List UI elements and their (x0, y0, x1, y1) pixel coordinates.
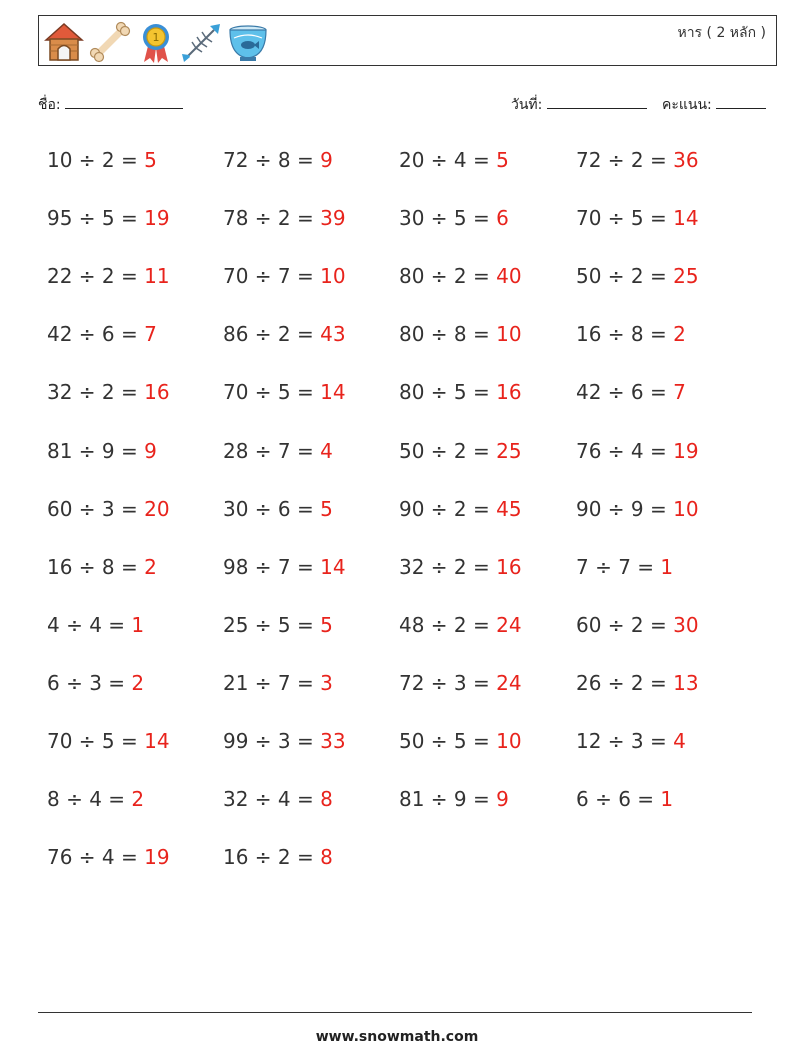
problem-item (399, 613, 522, 637)
problem-item (399, 555, 522, 579)
problem-question: 98 ÷ 7 = (223, 554, 321, 579)
problem-item (223, 555, 346, 579)
problem-answer: 1 (660, 787, 674, 812)
problem-question: 50 ÷ 2 = (576, 264, 674, 289)
problem-question: 99 ÷ 3 = (223, 729, 321, 753)
problem-question: 30 ÷ 5 = (399, 206, 497, 231)
problem-question: 81 ÷ 9 = (399, 787, 497, 812)
problem-question: 81 ÷ 9 = (47, 438, 145, 463)
problem-question: 48 ÷ 2 = (399, 612, 497, 637)
problem-item (47, 787, 144, 811)
footer-url: www.snowmath.com (315, 1029, 479, 1045)
problem-question: 72 ÷ 8 = (223, 148, 321, 172)
problem-question: 20 ÷ 4 = (399, 148, 497, 172)
problem-answer: 20 (144, 496, 170, 521)
problem-question: 8 ÷ 4 = (47, 787, 132, 812)
problem-item (47, 497, 170, 521)
problem-answer: 19 (673, 438, 699, 463)
problem-item (223, 380, 346, 404)
problem-answer: 16 (144, 380, 170, 405)
problem-question: 86 ÷ 2 = (223, 322, 321, 347)
problem-item (47, 555, 157, 579)
problem-question: 16 ÷ 8 = (576, 322, 674, 347)
problem-item (223, 322, 346, 346)
problem-item (47, 380, 170, 404)
problem-item (399, 264, 522, 288)
problem-item (223, 671, 333, 695)
problem-answer: 40 (496, 264, 522, 289)
problem-question: 80 ÷ 2 = (399, 264, 497, 289)
problem-question: 26 ÷ 2 = (576, 670, 674, 695)
problem-answer: 2 (131, 787, 145, 812)
problem-question: 72 ÷ 2 = (576, 148, 674, 172)
problem-answer: 1 (660, 554, 674, 579)
problem-item (223, 613, 333, 637)
problem-answer: 2 (131, 670, 145, 695)
problem-item (576, 148, 699, 172)
problem-item (223, 206, 346, 230)
problem-question: 72 ÷ 3 = (399, 670, 497, 695)
problem-question: 80 ÷ 5 = (399, 380, 497, 405)
problem-item (47, 206, 170, 230)
date-label: วันที่: (511, 97, 543, 113)
problem-item (576, 555, 673, 579)
problem-question: 12 ÷ 3 = (576, 729, 674, 753)
problem-question: 60 ÷ 2 = (576, 612, 674, 637)
problem-item (576, 206, 699, 230)
problem-question: 70 ÷ 5 = (223, 380, 321, 405)
problem-answer: 43 (320, 322, 346, 347)
problem-item (223, 148, 333, 172)
problem-answer: 24 (496, 670, 522, 695)
problem-question: 4 ÷ 4 = (47, 612, 132, 637)
problem-question: 28 ÷ 7 = (223, 438, 321, 463)
problem-item (47, 729, 170, 753)
problem-question: 25 ÷ 5 = (223, 612, 321, 637)
problem-question: 90 ÷ 2 = (399, 496, 497, 521)
problem-question: 78 ÷ 2 = (223, 206, 321, 231)
problem-item (576, 380, 686, 404)
problem-item (223, 787, 333, 811)
problem-item (399, 148, 509, 172)
problem-answer: 14 (320, 380, 346, 405)
footer-divider (38, 1012, 752, 1013)
problem-answer: 14 (320, 554, 346, 579)
problem-answer: 33 (320, 729, 346, 753)
problem-item (47, 148, 157, 172)
problem-answer: 7 (144, 322, 157, 347)
worksheet-title: หาร ( 2 หลัก ) (677, 25, 766, 41)
problem-answer: 9 (144, 438, 157, 463)
problem-item (399, 439, 522, 463)
problem-answer: 5 (320, 496, 333, 521)
problem-answer: 1 (131, 612, 145, 637)
problem-question: 6 ÷ 3 = (47, 670, 132, 695)
problem-item (399, 380, 522, 404)
problem-item (223, 845, 333, 869)
problem-question: 42 ÷ 6 = (576, 380, 674, 405)
problem-answer: 24 (496, 612, 522, 637)
name-label: ชื่อ: (38, 97, 61, 113)
problem-answer: 10 (496, 729, 522, 753)
problem-question: 32 ÷ 2 = (399, 554, 497, 579)
problem-question: 6 ÷ 6 = (576, 787, 661, 812)
problem-answer: 5 (320, 612, 333, 637)
problem-question: 95 ÷ 5 = (47, 206, 145, 231)
problem-item (399, 671, 522, 695)
problem-answer: 25 (496, 438, 522, 463)
problem-item (399, 497, 522, 521)
problem-answer: 4 (673, 729, 686, 753)
problem-item (399, 729, 522, 753)
problem-item (576, 671, 699, 695)
problem-item (47, 613, 144, 637)
problem-answer: 14 (144, 729, 170, 753)
problem-item (223, 439, 333, 463)
problem-question: 7 ÷ 7 = (576, 554, 661, 579)
problem-answer: 19 (144, 845, 170, 870)
problem-answer: 16 (496, 554, 522, 579)
problem-question: 70 ÷ 5 = (576, 206, 674, 231)
problem-item (576, 729, 686, 753)
problem-answer: 5 (144, 148, 157, 172)
problem-item (47, 264, 170, 288)
problem-question: 60 ÷ 3 = (47, 496, 145, 521)
problem-question: 70 ÷ 7 = (223, 264, 321, 289)
problem-item (223, 497, 333, 521)
problem-answer: 10 (673, 496, 699, 521)
problem-question: 90 ÷ 9 = (576, 496, 674, 521)
problem-question: 76 ÷ 4 = (47, 845, 145, 870)
problem-item (399, 206, 509, 230)
problem-answer: 36 (673, 148, 699, 172)
problem-answer: 10 (496, 322, 522, 347)
problem-answer: 3 (320, 670, 333, 695)
problem-item (399, 787, 509, 811)
problem-answer: 2 (144, 554, 157, 579)
problem-item (576, 439, 699, 463)
problem-item (576, 322, 686, 346)
problem-answer: 19 (144, 206, 170, 231)
problem-item (576, 613, 699, 637)
problem-answer: 39 (320, 206, 346, 231)
problem-answer: 14 (673, 206, 699, 231)
problem-question: 80 ÷ 8 = (399, 322, 497, 347)
problem-item (576, 787, 673, 811)
problem-answer: 16 (496, 380, 522, 405)
problem-item (576, 497, 699, 521)
problem-question: 32 ÷ 2 = (47, 380, 145, 405)
problem-answer: 5 (496, 148, 509, 172)
problem-answer: 8 (320, 787, 333, 812)
problem-answer: 13 (673, 670, 699, 695)
problem-item (47, 671, 144, 695)
problem-item (47, 845, 170, 869)
problem-answer: 8 (320, 845, 333, 870)
problem-answer: 30 (673, 612, 699, 637)
problem-question: 32 ÷ 4 = (223, 787, 321, 812)
problem-question: 76 ÷ 4 = (576, 438, 674, 463)
problem-question: 21 ÷ 7 = (223, 670, 321, 695)
problem-question: 50 ÷ 5 = (399, 729, 497, 753)
problem-answer: 2 (673, 322, 686, 347)
problem-answer: 10 (320, 264, 346, 289)
problem-question: 70 ÷ 5 = (47, 729, 145, 753)
problem-answer: 6 (496, 206, 509, 231)
problem-item (47, 439, 157, 463)
problem-question: 16 ÷ 8 = (47, 554, 145, 579)
problem-question: 16 ÷ 2 = (223, 845, 321, 870)
problem-item (576, 264, 699, 288)
problem-item (47, 322, 157, 346)
problem-answer: 45 (496, 496, 522, 521)
problem-question: 50 ÷ 2 = (399, 438, 497, 463)
problem-answer: 9 (496, 787, 509, 812)
problem-item (223, 729, 346, 753)
problem-question: 42 ÷ 6 = (47, 322, 145, 347)
svg-text:1: 1 (152, 31, 160, 44)
problem-answer: 4 (320, 438, 333, 463)
problem-answer: 9 (320, 148, 333, 172)
problem-answer: 25 (673, 264, 699, 289)
problem-item (399, 322, 522, 346)
problem-question: 22 ÷ 2 = (47, 264, 145, 289)
problem-answer: 7 (673, 380, 686, 405)
problem-answer: 11 (144, 264, 170, 289)
problem-item (223, 264, 346, 288)
problem-question: 10 ÷ 2 = (47, 148, 145, 172)
score-label: คะแนน: (662, 97, 712, 113)
problem-question: 30 ÷ 6 = (223, 496, 321, 521)
